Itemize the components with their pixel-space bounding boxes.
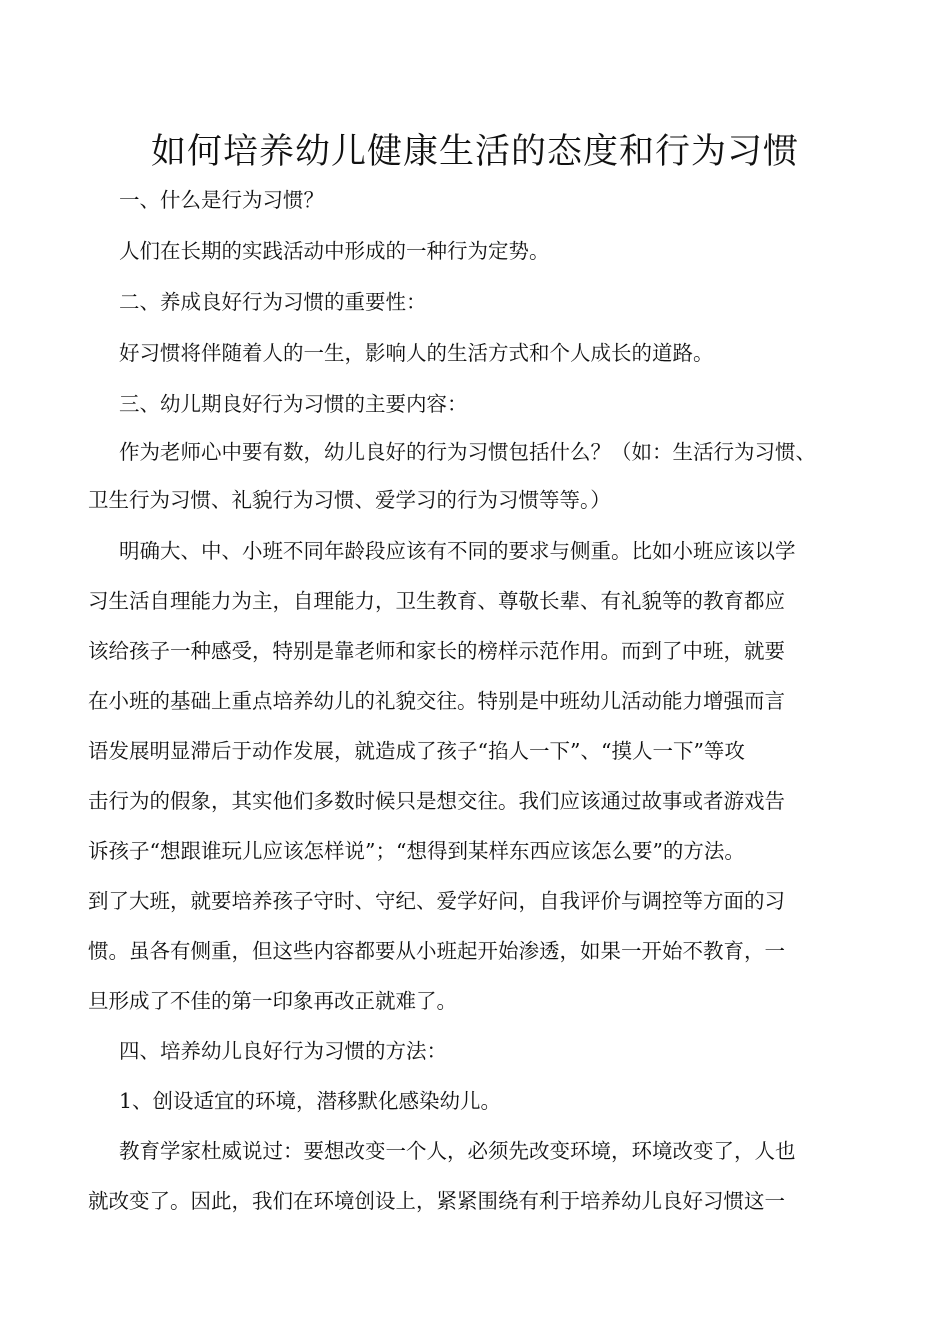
paragraph-line: 到了大班，就要培养孩子守时、守纪、爱学好问，自我评价与调控等方面的习 <box>88 889 785 913</box>
paragraph-line: 旦形成了不佳的第一印象再改正就难了。 <box>88 989 457 1013</box>
section-heading-2: 二、养成良好行为习惯的重要性： <box>119 290 427 314</box>
section-heading-4: 四、培养幼儿良好行为习惯的方法： <box>119 1039 447 1063</box>
paragraph-line: 该给孩子一种感受，特别是靠老师和家长的榜样示范作用。而到了中班，就要 <box>88 639 785 663</box>
section-heading-1: 一、什么是行为习惯？ <box>119 188 324 212</box>
paragraph-line: 击行为的假象，其实他们多数时候只是想交往。我们应该通过故事或者游戏告 <box>88 789 785 813</box>
section-heading-3: 三、幼儿期良好行为习惯的主要内容： <box>119 392 468 416</box>
paragraph-line: 就改变了。因此，我们在环境创设上，紧紧围绕有利于培养幼儿良好习惯这一 <box>88 1189 785 1213</box>
paragraph-line: 惯。虽各有侧重，但这些内容都要从小班起开始渗透，如果一开始不教育，一 <box>88 939 785 963</box>
paragraph-line: 人们在长期的实践活动中形成的一种行为定势。 <box>119 239 550 263</box>
paragraph-line: 习生活自理能力为主，自理能力，卫生教育、尊敬长辈、有礼貌等的教育都应 <box>88 589 785 613</box>
paragraph-line: 作为老师心中要有数，幼儿良好的行为习惯包括什么？（如：生活行为习惯、 <box>119 440 816 464</box>
subsection-heading: 1、创设适宜的环境，潜移默化感染幼儿。 <box>119 1089 502 1113</box>
paragraph-line: 明确大、中、小班不同年龄段应该有不同的要求与侧重。比如小班应该以学 <box>119 539 796 563</box>
document-title: 如何培养幼儿健康生活的态度和行为习惯 <box>150 132 799 172</box>
paragraph-line: 在小班的基础上重点培养幼儿的礼貌交往。特别是中班幼儿活动能力增强而言 <box>88 689 785 713</box>
paragraph-line: 卫生行为习惯、礼貌行为习惯、爱学习的行为习惯等等。） <box>88 488 611 512</box>
paragraph-line: 语发展明显滞后于动作发展，就造成了孩子“掐人一下”、“摸人一下”等攻 <box>88 739 745 763</box>
paragraph-line: 好习惯将伴随着人的一生，影响人的生活方式和个人成长的道路。 <box>119 341 714 365</box>
paragraph-line: 诉孩子“想跟谁玩儿应该怎样说”；“想得到某样东西应该怎么要”的方法。 <box>88 839 745 863</box>
paragraph-line: 教育学家杜威说过：要想改变一个人，必须先改变环境，环境改变了，人也 <box>119 1139 796 1163</box>
